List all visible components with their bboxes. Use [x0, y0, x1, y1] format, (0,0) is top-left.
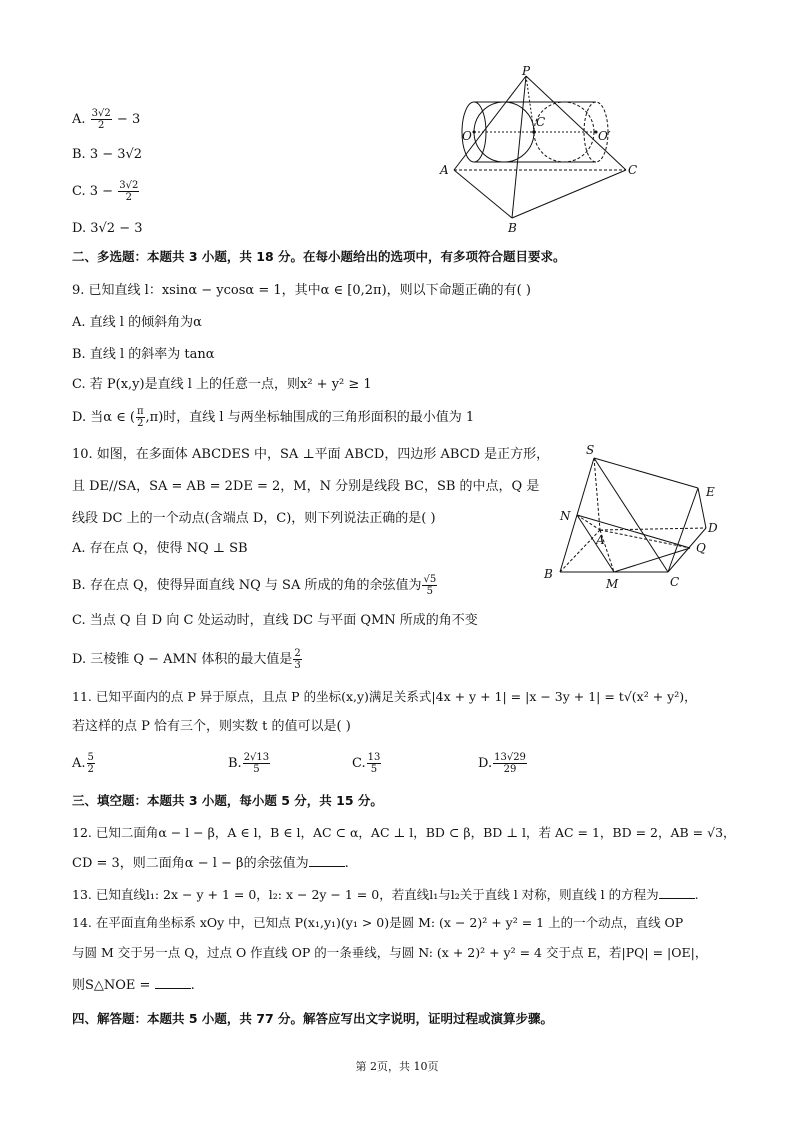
label-C-top: C: [536, 115, 546, 129]
answer-blank: [155, 976, 191, 989]
punctuation: .: [694, 887, 699, 902]
label-A: A: [440, 163, 449, 177]
option-text: − 3: [116, 112, 141, 127]
option-label: C.: [352, 756, 366, 771]
numerator: 2√13: [243, 752, 270, 763]
denominator: 5: [370, 764, 378, 775]
q10-option-c: C. 当点 Q 自 D 向 C 处运动时，直线 DC 与平面 QMN 所成的角不变: [72, 613, 478, 628]
denominator: 29: [503, 764, 517, 775]
q13-line: [72, 886, 699, 904]
option-label: A.: [72, 112, 86, 127]
label-P: P: [522, 64, 531, 78]
fraction: [136, 406, 145, 429]
q10-line-2: 且 DE//SA，SA = AB = 2DE = 2，M，N 分别是线段 BC，SB 的中点，Q 是: [72, 479, 540, 494]
label-C: C: [628, 163, 638, 177]
q14-line-3: [72, 976, 195, 995]
q10-option-d: [72, 648, 303, 671]
fraction: [367, 752, 382, 775]
numerator: 2: [294, 648, 301, 659]
q11-option-b: [228, 752, 271, 775]
punctuation: .: [344, 856, 349, 871]
q9-stem: 9. 已知直线 l：xsinα − ycosα = 1，其中α ∈ [0,2π)，则以下命题正确的有( ): [72, 283, 531, 298]
numerator: 5: [87, 752, 94, 763]
option-text: B. 存在点 Q，使得异面直线 NQ 与 SA 所成的角的余弦值为: [72, 578, 422, 593]
label-A: A: [596, 533, 605, 547]
denominator: 5: [426, 586, 434, 597]
option-text: ,π)时，直线 l 与两坐标轴围成的三角形面积的最小值为 1: [145, 410, 475, 425]
option-label: B.: [228, 756, 242, 771]
fraction: [422, 574, 437, 597]
question-text: 13. 已知直线l₁: 2x − y + 1 = 0，l₂: x − 2y − 1 = 0，若直线l₁与l₂关于直线 l 对称，则直线 l 的方程为: [72, 887, 659, 902]
section-heading-multiple-choice: 二、多选题：本题共 3 小题，共 18 分。在每小题给出的选项中，有多项符合题目要求。: [72, 249, 566, 264]
q9-option-d: [72, 406, 474, 429]
label-N: N: [560, 509, 571, 523]
question-text: 则S△NOE =: [72, 978, 151, 993]
denominator: 2: [125, 192, 132, 203]
numerator: 13: [367, 752, 381, 763]
label-B: B: [508, 221, 517, 235]
option-text: D. 三棱锥 Q − AMN 体积的最大值是: [72, 652, 293, 667]
numerator: 3√2: [119, 180, 139, 191]
q10-option-b: [72, 574, 438, 597]
label-E: E: [706, 485, 715, 499]
q11-line-1: 11. 已知平面内的点 P 异于原点，且点 P 的坐标(x,y)满足关系式|4x + y + 1| = |x − 3y + 1| = t√(x² + y²)，: [72, 689, 697, 704]
polyhedron-figure: [540, 442, 726, 592]
question-text: CD = 3，则二面角α − l − β的余弦值为: [72, 856, 309, 871]
numerator: 13√29: [494, 752, 526, 763]
fraction: [293, 648, 301, 671]
option-label: D.: [478, 756, 493, 771]
option-label: A.: [72, 756, 86, 771]
q10-line-3: 线段 DC 上的一个动点(含端点 D，C)，则下列说法正确的是( ): [72, 511, 436, 526]
q14-line-1: 14. 在平面直角坐标系 xOy 中，已知点 P(x₁,y₁)(y₁ > 0)是圆 M: (x − 2)² + y² = 1 上的一个动点，直线 OP: [72, 915, 684, 930]
q9-option-c: C. 若 P(x,y)是直线 l 上的任意一点，则x² + y² ≥ 1: [72, 377, 372, 392]
denominator: 2: [137, 418, 144, 429]
label-M: M: [606, 577, 619, 591]
denominator: 2: [98, 120, 105, 131]
punctuation: .: [190, 978, 195, 993]
q11-option-c: [352, 752, 382, 775]
q8-option-d: [72, 220, 143, 238]
label-O-prime: O′: [598, 129, 611, 143]
denominator: 5: [253, 764, 260, 775]
q9-option-b: B. 直线 l 的斜率为 tanα: [72, 347, 215, 362]
label-B: B: [544, 567, 553, 581]
q8-option-a: [72, 108, 140, 131]
label-C: C: [670, 575, 680, 589]
q10-line-1: 10. 如图，在多面体 ABCDES 中，SA ⊥平面 ABCD，四边形 ABCD 是正方形，: [72, 447, 550, 462]
option-text: 3 − 3√2: [89, 147, 143, 162]
q8-option-c: [72, 180, 140, 203]
fraction: [87, 752, 95, 775]
label-D: D: [708, 521, 718, 535]
q9-option-a: A. 直线 l 的倾斜角为α: [72, 315, 202, 330]
numerator: π: [136, 406, 144, 417]
cylinder-pyramid-figure: [436, 64, 646, 235]
label-Q: Q: [696, 541, 706, 555]
fraction: [243, 752, 270, 775]
q14-line-2: 与圆 M 交于另一点 Q，过点 O 作直线 OP 的一条垂线，与圆 N: (x + 2)² + y² = 4 交于点 E，若|PQ| = |OE|，: [72, 945, 708, 960]
label-S: S: [586, 443, 595, 457]
q11-option-d: [478, 752, 528, 775]
numerator: 3√2: [91, 108, 111, 119]
option-label: D.: [72, 221, 87, 236]
section-heading-fill-in: 三、填空题：本题共 3 小题，每小题 5 分，共 15 分。: [72, 793, 383, 808]
q10-option-a: A. 存在点 Q，使得 NQ ⊥ SB: [72, 541, 248, 556]
fraction: [91, 108, 112, 131]
option-label: C.: [72, 184, 86, 199]
option-text: 3 −: [89, 184, 114, 199]
numerator: √5: [423, 574, 437, 585]
q12-line-2: [72, 854, 349, 873]
answer-blank: [309, 854, 345, 867]
option-text: 3√2 − 3: [90, 221, 143, 236]
q11-line-2: 若这样的点 P 恰有三个，则实数 t 的值可以是( ): [72, 719, 351, 734]
answer-blank: [659, 886, 695, 899]
option-label: B.: [72, 147, 86, 162]
label-O: O: [462, 129, 472, 143]
q12-line-1: 12. 已知二面角α − l − β，A ∈ l，B ∈ l，AC ⊂ α，AC ⊥ l，BD ⊂ β，BD ⊥ l，若 AC = 1，BD = 2，AB = √3，: [72, 825, 736, 840]
page-footer: 第 2页，共 10页: [355, 1060, 439, 1073]
fraction: [118, 180, 139, 203]
fraction: [493, 752, 527, 775]
section-heading-solutions: 四、解答题：本题共 5 小题，共 77 分。解答应写出文字说明，证明过程或演算步骤。: [72, 1011, 554, 1026]
denominator: 3: [294, 660, 301, 671]
denominator: 2: [87, 764, 94, 775]
option-text: D. 当α ∈ (: [72, 410, 135, 425]
q11-option-a: [72, 752, 96, 775]
q8-option-b: [72, 146, 142, 164]
